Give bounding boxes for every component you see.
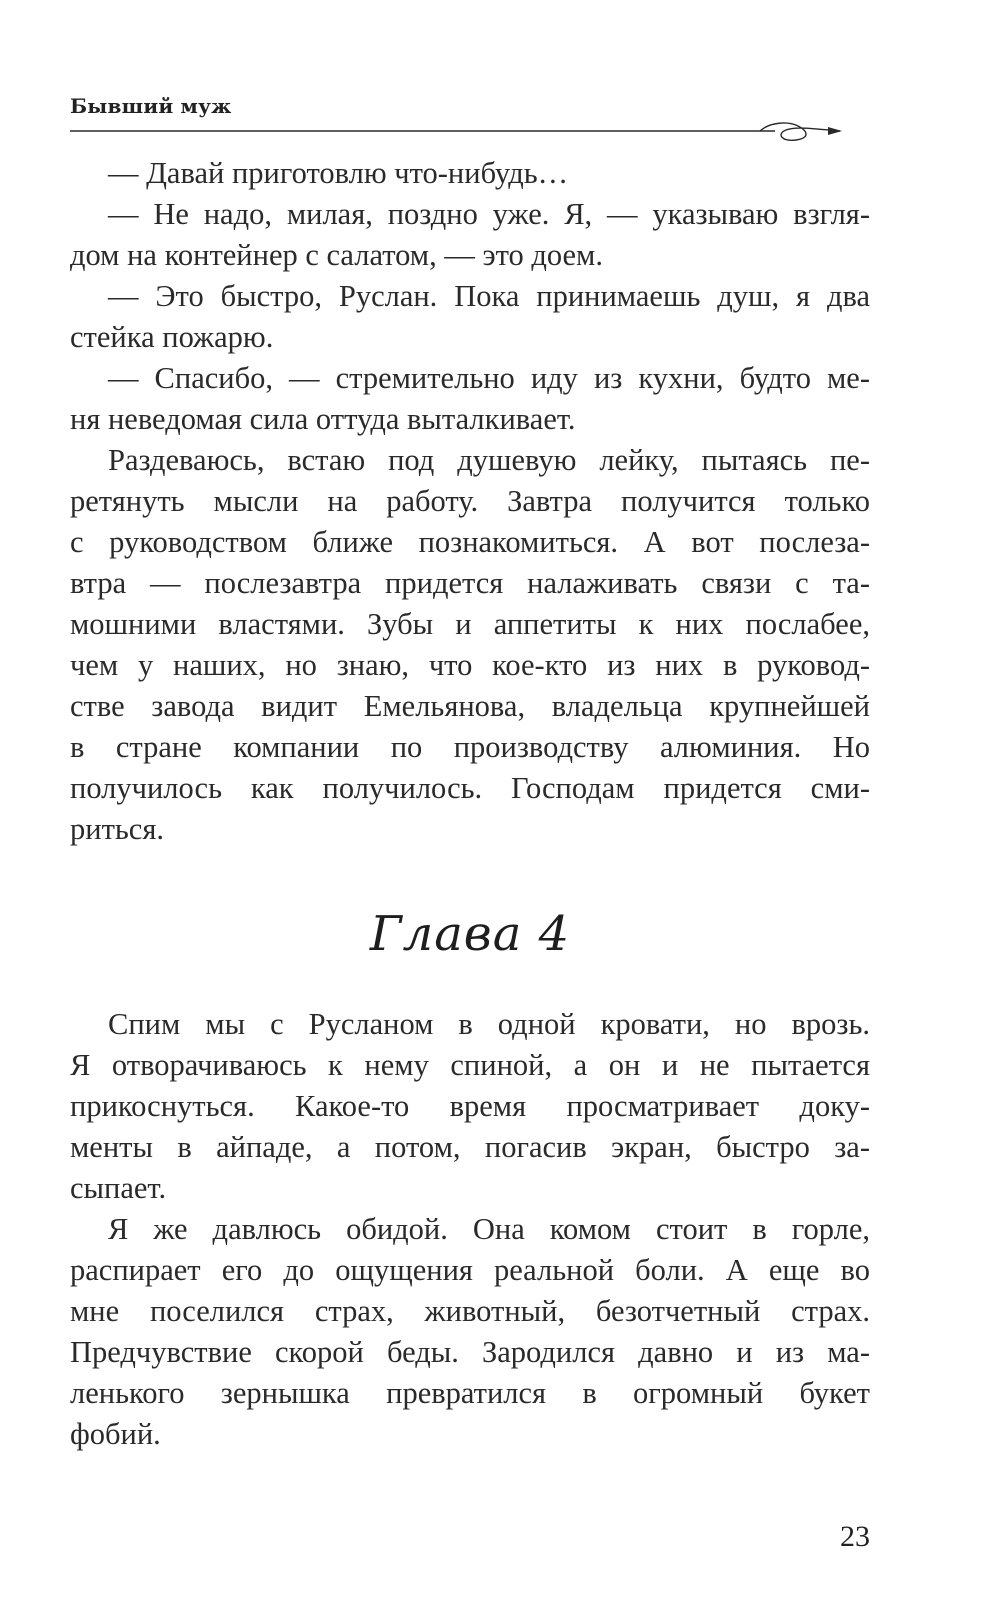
text-line: чем у наших, но знаю, что кое-кто из них в руковод- xyxy=(70,648,870,682)
text-line: Спим мы с Русланом в одной кровати, но врозь. xyxy=(108,1007,870,1041)
text-line: мошними властями. Зубы и аппетиты к них послабее, xyxy=(70,607,870,641)
text-line: сыпает. xyxy=(70,1171,167,1205)
text-line: дом на контейнер с салатом, — это доем. xyxy=(70,238,603,272)
text-line: втра — послезавтра придется налаживать связи с та- xyxy=(70,566,870,600)
header-ornament-rule xyxy=(70,118,870,152)
book-page xyxy=(70,0,870,1616)
text-line: распирает его до ощущения реальной боли. А еще во xyxy=(70,1253,870,1287)
text-line: менты в айпаде, а потом, погасив экран, быстро за- xyxy=(70,1130,870,1164)
text-line: стейка пожарю. xyxy=(70,320,274,354)
text-line: прикоснуться. Какое-то время просматривает доку- xyxy=(70,1089,870,1123)
text-section-1 xyxy=(70,153,870,850)
text-line: — Не надо, милая, поздно уже. Я, — указываю взгля- xyxy=(108,197,870,231)
text-line: ня неведомая сила оттуда выталкивает. xyxy=(70,402,576,436)
text-line: Я отворачиваюсь к нему спиной, а он и не пытается xyxy=(70,1048,870,1082)
text-line: — Давай приготовлю что-нибудь… xyxy=(108,156,569,190)
text-line: — Это быстро, Руслан. Пока принимаешь душ, я два xyxy=(108,279,870,313)
chapter-heading: Глава 4 xyxy=(369,906,571,962)
text-line: фобий. xyxy=(70,1417,161,1451)
text-line: Предчувствие скорой беды. Зародился давно и из ма- xyxy=(70,1335,870,1369)
text-line: — Спасибо, — стремительно иду из кухни, будто ме- xyxy=(108,361,870,395)
text-line: ленького зернышка превратился в огромный букет xyxy=(70,1376,870,1410)
text-line: мне поселился страх, животный, безотчетный страх. xyxy=(70,1294,870,1328)
text-line: получилось как получилось. Господам придется сми- xyxy=(70,771,870,805)
running-head-title: Бывший муж xyxy=(70,94,232,118)
page-number: 23 xyxy=(840,1520,870,1553)
text-line: стве завода видит Емельянова, владельца крупнейшей xyxy=(70,689,870,723)
text-line: с руководством ближе познакомиться. А вот послеза- xyxy=(70,525,870,559)
text-line: Я же давлюсь обидой. Она комом стоит в горле, xyxy=(108,1212,870,1246)
text-section-2 xyxy=(70,1004,870,1455)
ornament-line-icon xyxy=(70,118,870,152)
text-line: Раздеваюсь, встаю под душевую лейку, пытаясь пе- xyxy=(108,443,870,477)
text-line: риться. xyxy=(70,812,165,846)
text-line: ретянуть мысли на работу. Завтра получится только xyxy=(70,484,870,518)
text-line: в стране компании по производству алюминия. Но xyxy=(70,730,870,764)
